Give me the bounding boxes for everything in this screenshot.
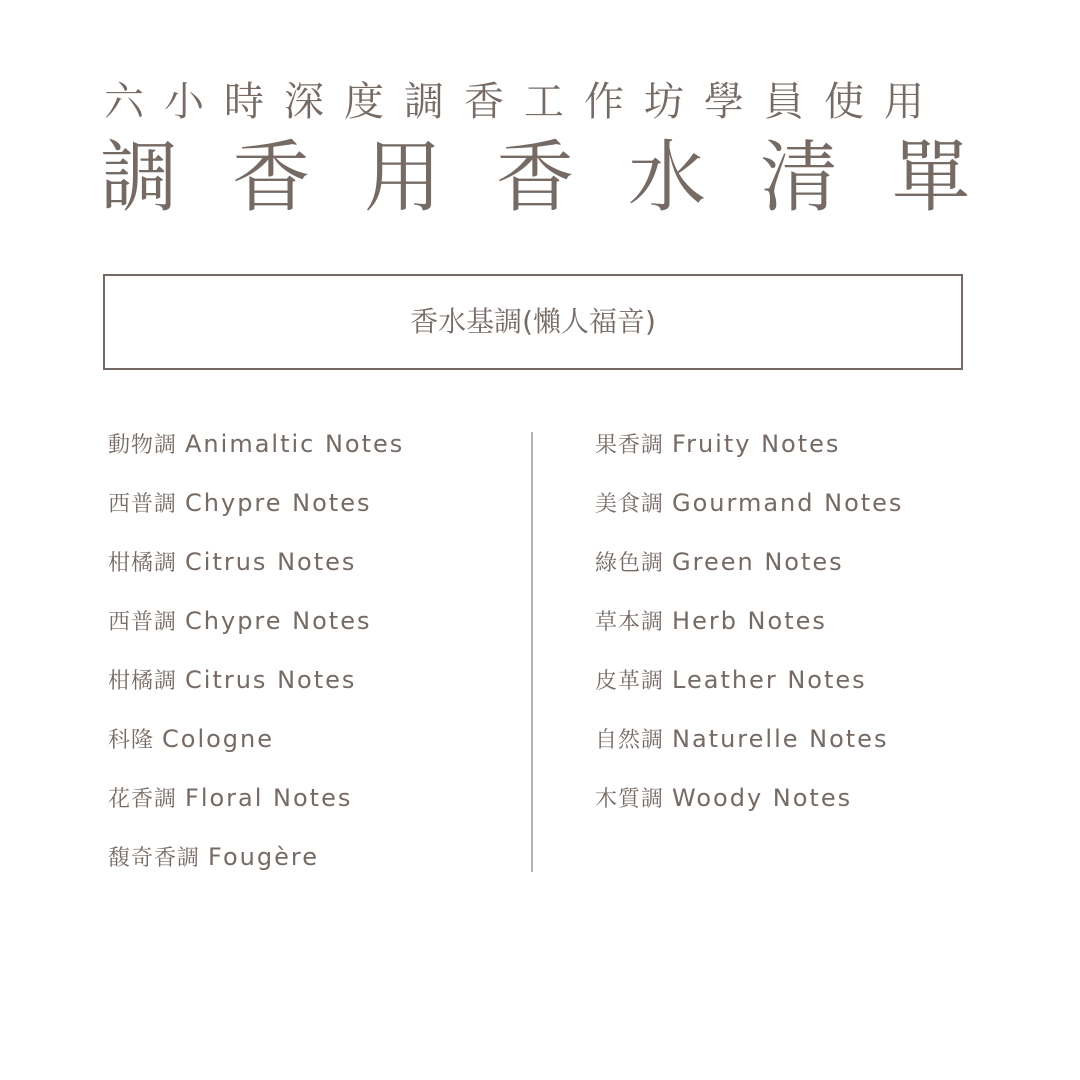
list-item bbox=[108, 776, 508, 835]
column-divider bbox=[531, 432, 533, 872]
note-english-name: Green Notes bbox=[672, 548, 844, 576]
note-english-name: Citrus Notes bbox=[185, 548, 357, 576]
list-item bbox=[108, 835, 508, 894]
list-item bbox=[108, 540, 508, 599]
note-english-name: Cologne bbox=[162, 725, 275, 753]
list-item bbox=[595, 481, 995, 540]
note-chinese-name: 自然調 bbox=[595, 728, 665, 753]
note-english-name: Chypre Notes bbox=[185, 607, 372, 635]
list-item bbox=[595, 776, 995, 835]
list-item bbox=[595, 717, 995, 776]
list-item bbox=[108, 481, 508, 540]
note-chinese-name: 動物調 bbox=[108, 433, 178, 458]
list-item bbox=[108, 658, 508, 717]
page-title: 調香用香水清單 bbox=[100, 133, 1025, 223]
note-english-name: Woody Notes bbox=[672, 784, 853, 812]
note-chinese-name: 草本調 bbox=[595, 610, 665, 635]
list-item bbox=[595, 540, 995, 599]
note-chinese-name: 綠色調 bbox=[595, 551, 665, 576]
list-item bbox=[108, 422, 508, 481]
section-header-box bbox=[103, 274, 963, 370]
note-english-name: Fougère bbox=[208, 843, 319, 871]
note-chinese-name: 西普調 bbox=[108, 492, 178, 517]
note-english-name: Gourmand Notes bbox=[672, 489, 904, 517]
note-english-name: Citrus Notes bbox=[185, 666, 357, 694]
note-english-name: Chypre Notes bbox=[185, 489, 372, 517]
note-english-name: Fruity Notes bbox=[672, 430, 841, 458]
note-english-name: Herb Notes bbox=[672, 607, 827, 635]
note-chinese-name: 柑橘調 bbox=[108, 669, 178, 694]
note-english-name: Naturelle Notes bbox=[672, 725, 889, 753]
note-chinese-name: 花香調 bbox=[108, 787, 178, 812]
list-item bbox=[595, 599, 995, 658]
section-header-label: 香水基調(懶人福音) bbox=[410, 305, 656, 338]
note-english-name: Floral Notes bbox=[185, 784, 353, 812]
note-chinese-name: 科隆 bbox=[108, 728, 155, 753]
list-item bbox=[108, 599, 508, 658]
note-english-name: Leather Notes bbox=[672, 666, 867, 694]
note-chinese-name: 皮革調 bbox=[595, 669, 665, 694]
note-chinese-name: 木質調 bbox=[595, 787, 665, 812]
list-item bbox=[595, 422, 995, 481]
note-chinese-name: 美食調 bbox=[595, 492, 665, 517]
list-item bbox=[595, 658, 995, 717]
list-item bbox=[108, 717, 508, 776]
note-chinese-name: 西普調 bbox=[108, 610, 178, 635]
note-chinese-name: 馥奇香調 bbox=[108, 846, 201, 871]
page-subtitle: 六小時深度調香工作坊學員使用 bbox=[104, 79, 944, 125]
note-chinese-name: 果香調 bbox=[595, 433, 665, 458]
note-english-name: Animaltic Notes bbox=[185, 430, 405, 458]
note-chinese-name: 柑橘調 bbox=[108, 551, 178, 576]
notes-list-right bbox=[595, 422, 995, 835]
notes-list-left bbox=[108, 422, 508, 894]
